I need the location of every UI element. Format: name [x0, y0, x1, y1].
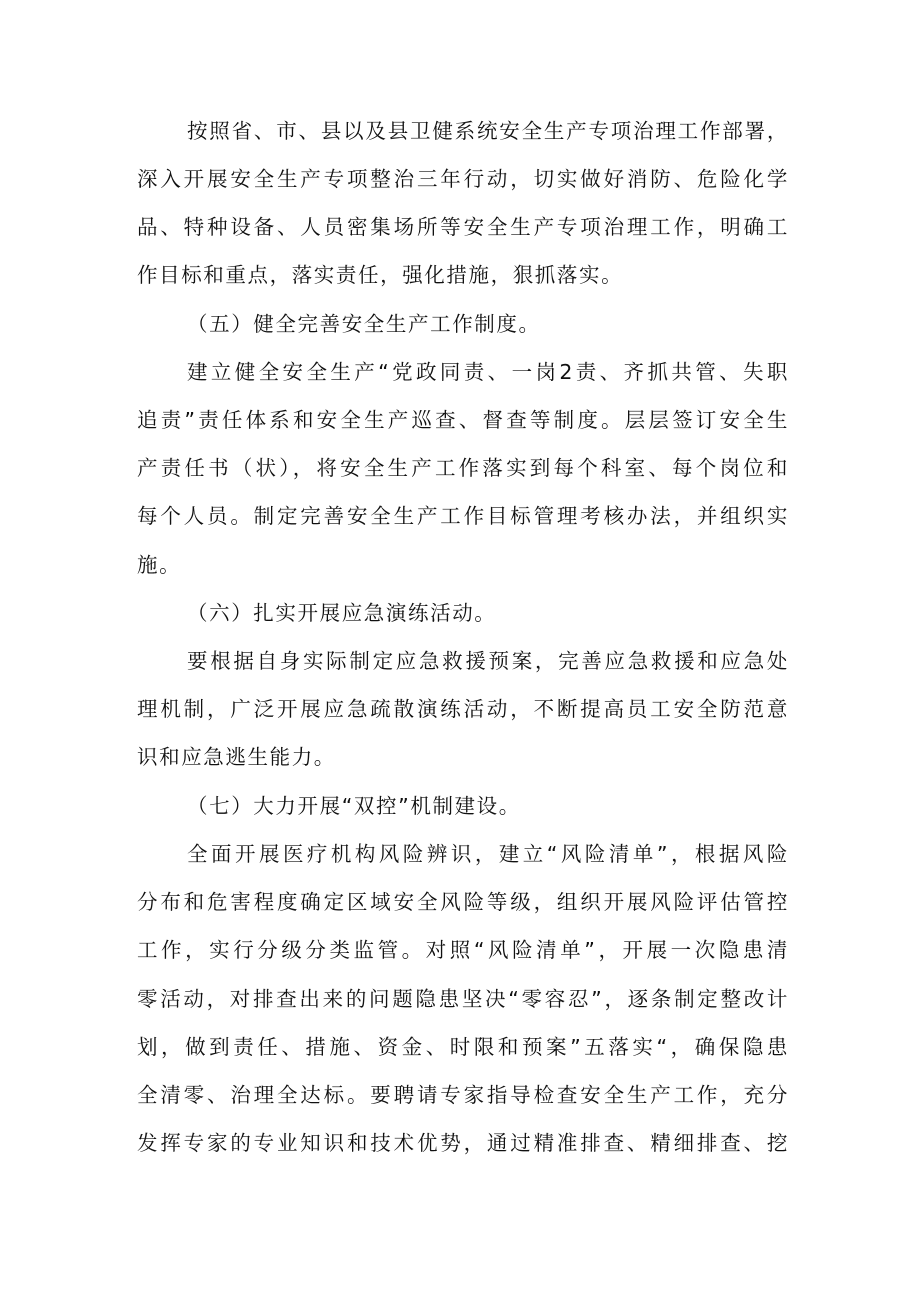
paragraph-line: 工作，实行分级分类监管。对照“风险清单”，开展一次隐患清 — [137, 938, 789, 962]
paragraph-line: 全面开展医疗机构风险辨识，建立“风险清单”，根据风险 — [187, 842, 789, 866]
paragraph-line: 深入开展安全生产专项整治三年行动，切实做好消防、危险化学 — [137, 167, 789, 191]
paragraph-line: 要根据自身实际制定应急救援预案，完善应急救援和应急处 — [187, 649, 789, 673]
paragraph-line: 建立健全安全生产“党政同责、一岗2责、齐抓共管、失职 — [187, 360, 789, 384]
paragraph-line: 全清零、治理全达标。要聘请专家指导检查安全生产工作，充分 — [137, 1083, 789, 1107]
paragraph-line: 识和应急逃生能力。 — [137, 745, 336, 769]
paragraph-line: 每个人员。制定完善安全生产工作目标管理考核办法，并组织实 — [137, 504, 789, 528]
section-heading-7: （七）大力开展“双控”机制建设。 — [187, 794, 521, 818]
paragraph-line: 产责任书（状），将安全生产工作落实到每个科室、每个岗位和 — [137, 456, 789, 480]
section-heading-5: （五）健全完善安全生产工作制度。 — [187, 312, 541, 336]
paragraph-line: 按照省、市、县以及县卫健系统安全生产专项治理工作部署， — [187, 119, 789, 143]
paragraph-line: 追责”责任体系和安全生产巡查、督查等制度。层层签订安全生 — [137, 408, 789, 432]
paragraph-line: 作目标和重点，落实责任，强化措施，狠抓落实。 — [137, 263, 624, 287]
paragraph-line: 划，做到责任、措施、资金、时限和预案”五落实“，确保隐患 — [137, 1035, 789, 1059]
paragraph-line: 分布和危害程度确定区域安全风险等级，组织开展风险评估管控 — [137, 890, 789, 914]
paragraph-line: 发挥专家的专业知识和技术优势，通过精准排查、精细排查、挖 — [137, 1131, 789, 1155]
paragraph-line: 施。 — [137, 553, 182, 577]
paragraph-line: 理机制，广泛开展应急疏散演练活动，不断提高员工安全防范意 — [137, 697, 789, 721]
paragraph-line: 品、特种设备、人员密集场所等安全生产专项治理工作，明确工 — [137, 215, 789, 239]
paragraph-line: 零活动，对排查出来的问题隐患坚决“零容忍”，逐条制定整改计 — [137, 987, 789, 1011]
section-heading-6: （六）扎实开展应急演练活动。 — [187, 601, 497, 625]
